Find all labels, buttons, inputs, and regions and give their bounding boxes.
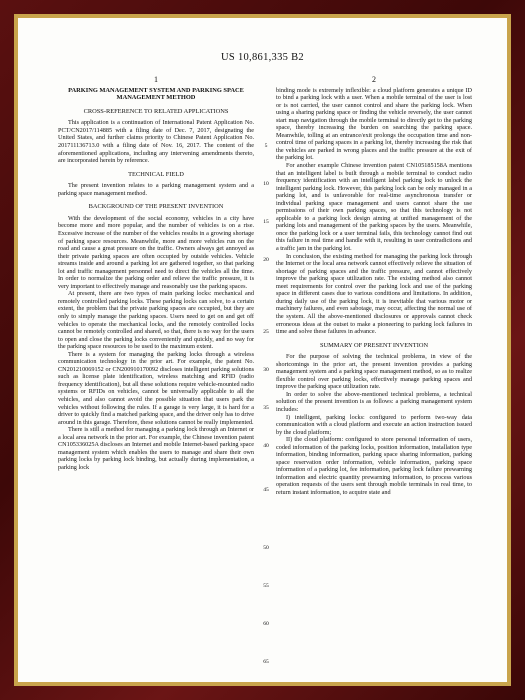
line-number: 20	[263, 257, 269, 263]
paragraph-summary-1: For the purpose of solving the technical problems, in view of the shortcomings in the prior art, the present invention provides a parking management system and a parking space management method, so as to realize flexible control over parking locks, effectively manage parking spaces and improve the parking space utilization rate.	[276, 353, 472, 391]
line-number: 60	[263, 621, 269, 627]
heading-background: BACKGROUND OF THE PRESENT INVENTION	[88, 203, 224, 211]
line-number: 45	[263, 487, 269, 493]
column-number-left: 1	[154, 76, 158, 84]
line-number: 15	[263, 219, 269, 225]
patent-title: PARKING MANAGEMENT SYSTEM AND PARKING SPACE MANAGEMENT METHOD	[68, 86, 244, 102]
paragraph-background-1: With the development of the social economy, vehicles in a city have become more and more popular, and the number of vehicles is on a rise. Excessive increase of the number of the vehicles results in a growing shortage of parking space resources. Meanwhile, more and more vehicles run on the road and cause a great pressure on the traffic. Owners always get annoyed as their private parking spaces are often occupied by outside vehicles. Vehicle streams inside and around a parking lot are gathered together, so that parking lot and traffic management personnel need to direct the vehicles all the time. In order to normalize the parking order and relieve the traffic pressure, it is very important to effectively manage and reasonably use the parking spaces.	[58, 214, 254, 290]
paragraph-right-1: binding mode is extremely inflexible: a cloud platform generates a unique ID to bind a parking lock with a user. When a mobile terminal of the user is lost or is not carried, the user cannot control and share the parking lock. When using a sharing parking space or finding the vehicle reversely, the user cannot start map navigation through the mobile terminal to directly get to the parking space, thereby increasing the burden on searching the parking space. Meanwhile, tolling at an entrance/exit prolongs the occupation time and non-control time of parking spaces in a parking lot, thereby increasing the risk that the vehicles are parked in wrong places and the traffic pressure at the exit of the parking lot.	[276, 86, 472, 162]
paragraph-summary-4: II) the cloud platform: configured to store personal information of users, coded information of the parking locks, position information, installation type information, binding information, parking space sharing information, parking space reservation order information, vehicle information, parking space information of a parking lot, fee information, parking lock failure prewarning information and electric quantity prewarning information, to process various operation requests of the users sent through mobile terminals in real time, to return instant information, to acquire state and	[276, 436, 472, 497]
paragraph-right-2: For another example Chinese invention patent CN105185158A mentions that an intelligent label is built through a mobile terminal to conduct radio frequency identification with an intelligent label parking lock to unlock the intelligent parking lock. However, this parking lock can be only managed in a parking lot, and is unfavorable for real-time asynchronous transfer or individual parking space management and users cannot share the use permissions of their own parking spaces, so that this technology is not applicable to a parking lock design aiming at unified management of the parking lots and management of the parking spaces by the users. Meanwhile, once the parking lock or a user terminal fails, this technology cannot find out this failure in real time and handle with it, resulting in user contradictions and a traffic jam in the parking lot.	[276, 162, 472, 253]
left-column	[58, 76, 254, 676]
line-number: 25	[263, 329, 269, 335]
line-number: 30	[263, 367, 269, 373]
line-number: 5	[264, 143, 268, 149]
paragraph-background-4: There is still a method for managing a parking lock through an Internet or a local area network in the prior art. For example, the Chinese invention patent CN105336025A discloses an Internet and mobile Internet-based parking space management system which enables the users to manage and share their own parking locks by parking lock binding, but actually during implementation, a parking lock	[58, 426, 254, 471]
paragraph-summary-3: I) intelligent, parking locks: configured to perform two-way data communication with a cloud platform and execute an action instruction issued by the cloud platform;	[276, 413, 472, 436]
paragraph-summary-2: In order to solve the above-mentioned technical problems, a technical solution of the present invention is as follows: a parking management system includes:	[276, 390, 472, 414]
line-number: 65	[263, 659, 269, 665]
right-column	[276, 76, 472, 676]
patent-page	[18, 18, 507, 682]
paragraph-background-2: At present, there are two types of main parking locks: mechanical and remotely controlled parking locks. These parking locks can solve, to a certain extent, the problem that the private parking spaces are occupied, but they are only to simply manage the parking spaces. Users need to get on and get off vehicles to operate the mechanical locks, and the remotely controlled locks cannot be remotely controlled and shared, so that, there is no way for the users to open and close the parking locks conveniently and quickly, and no way for the parking space resources to be used to the maximum extent.	[58, 290, 254, 351]
line-number: 10	[263, 181, 269, 187]
heading-technical-field: TECHNICAL FIELD	[128, 170, 184, 178]
heading-summary: SUMMARY OF PRESENT INVENTION	[319, 341, 429, 349]
paragraph-background-3: There is a system for managing the parking locks through a wireless communication technology in the prior art. For example, the patent No. CN201210069152 or CN200910170092 discloses intelligent parking solutions such as license plate identification, wireless matching and RFID (radio frequency identification), but all these solutions require vehicle-mounted radio systems or RFIDs on vehicles, cannot be universally applicable to all the vehicles, and also cannot avoid the possible situation that users park the vehicles without following the rules. If a garage is very large, it is hard for a driver to quickly find a matched parking space, and the driver only has to drive around in this garage. Therefore, these solutions cannot be really implemented.	[58, 350, 254, 426]
line-number: 35	[263, 405, 269, 411]
column-number-right: 2	[372, 76, 376, 84]
heading-cross-reference: CROSS-REFERENCE TO RELATED APPLICATIONS	[83, 107, 229, 115]
paragraph-technical-field: The present invention relates to a parking management system and a parking space management method.	[58, 182, 254, 197]
line-numbers	[259, 76, 273, 676]
paragraph-cross-reference: This application is a continuation of International Patent Application No. PCT/CN2017/114885 with a filing date of Dec. 7, 2017, designating the United States, and further claims priority to Chinese Patent Application No. 201711136713.0 with a filing date of Nov. 16, 2017. The content of the aforementioned applications, including any intervening amendments thereto, are incorporated herein by reference.	[58, 119, 254, 165]
line-number: 55	[263, 583, 269, 589]
paragraph-right-3: In conclusion, the existing method for managing the parking lock through the Internet or the local area network cannot effectively relieve the situation of shortage of parking spaces and the traffic pressure, and cannot effectively improve the parking space utilization rate. The existing method also cannot meet requirements for control over the parking lock and use of the parking space in different cases due to various conditions and limitations. In addition, during daily use of the parking lock, it is inevitable that various motor or machinery failures, and even sabotage, may occur, affecting the normal use of the system. All the above-mentioned disclosures or approvals cannot check erroneous ideas at the outset to make a pioneering to parking lock failures in time and solve these failures in advance.	[276, 252, 472, 336]
line-number: 40	[263, 443, 269, 449]
line-number: 50	[263, 545, 269, 551]
patent-number: US 10,861,335 B2	[221, 52, 304, 63]
